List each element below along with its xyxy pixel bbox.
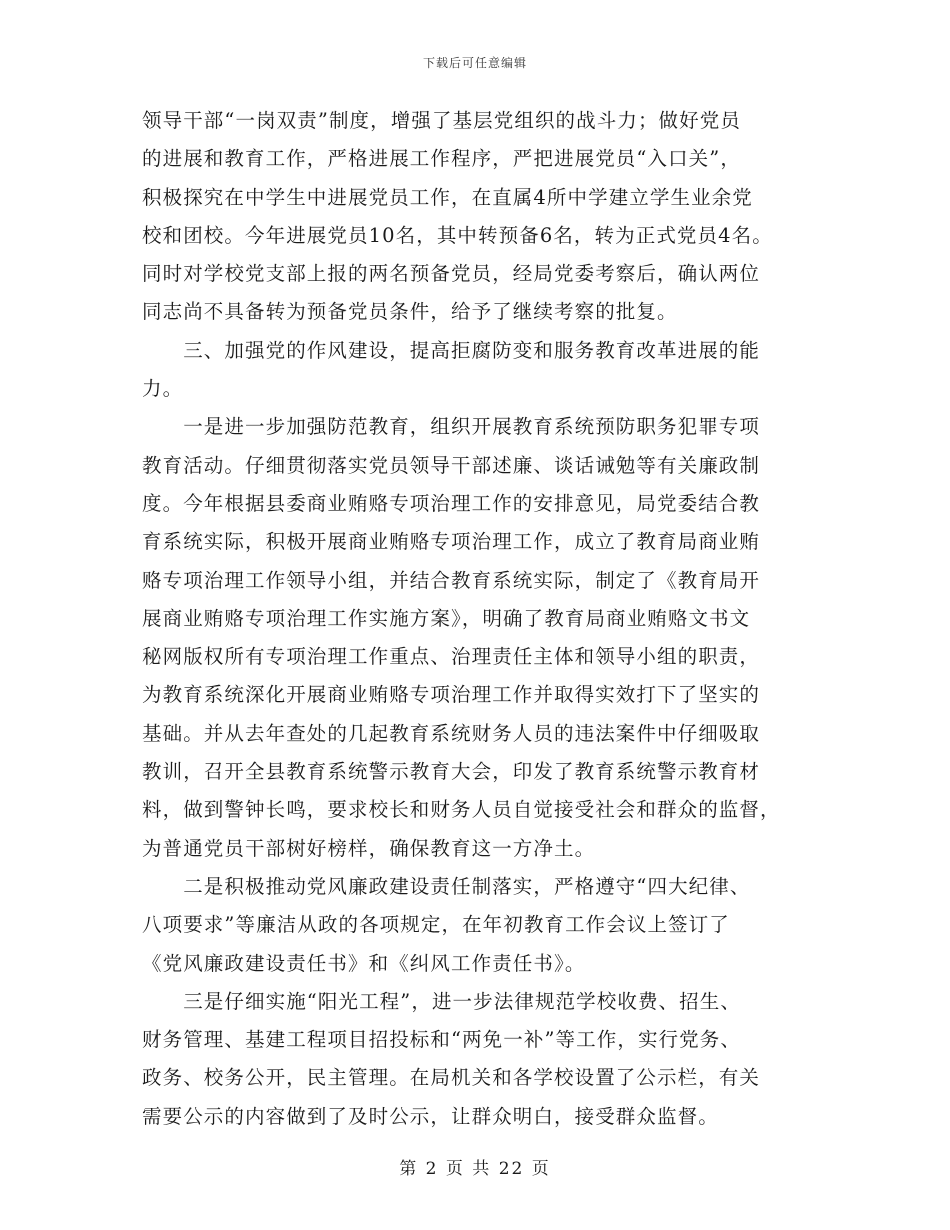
text-line: 基础。并从去年查处的几起教育系统财务人员的违法案件中仔细吸取 [142, 721, 761, 745]
text-line: 《党风廉政建设责任书》和《纠风工作责任书》。 [142, 951, 586, 975]
text-line: 需要公示的内容做到了及时公示，让群众明白，接受群众监督。 [142, 1104, 719, 1128]
text-line: 三是仔细实施“阳光工程”，进一步法律规范学校收费、招生、 [142, 989, 741, 1013]
text-line: 力。 [142, 377, 184, 401]
text-line: 领导干部“一岗双责”制度，增强了基层党组织的战斗力；做好党员 [142, 109, 741, 132]
document-body [142, 102, 810, 1136]
page-header: 下载后可任意编辑 [422, 56, 527, 70]
text-line: 为教育系统深化开展商业贿赂专项治理工作并取得实效打下了坚实的 [142, 683, 761, 707]
page-number: 第 2 页 共 22 页 [399, 1159, 551, 1179]
text-line: 展商业贿赂专项治理工作实施方案》，明确了教育局商业贿赂文书文 [142, 606, 751, 630]
text-line: 校和团校。今年进展党员10名，其中转预备6名，转为正式党员4名。 [142, 223, 773, 247]
text-line: 三、加强党的作风建设，提高拒腐防变和服务教育改革进展的能 [142, 338, 761, 362]
text-line: 秘网版权所有专项治理工作重点、治理责任主体和领导小组的职责， [142, 645, 761, 669]
text-line: 一是进一步加强防范教育，组织开展教育系统预防职务犯罪专项 [142, 415, 761, 439]
text-line: 同时对学校党支部上报的两名预备党员，经局党委考察后，确认两位 [142, 262, 761, 286]
text-line: 教育活动。仔细贯彻落实党员领导干部述廉、谈话诫勉等有关廉政制 [142, 453, 761, 477]
text-line: 二是积极推动党风廉政建设责任制落实，严格遵守“四大纪律、 [142, 874, 751, 898]
text-line: 料，做到警钟长鸣，要求校长和财务人员自觉接受社会和群众的监督， [142, 798, 781, 822]
text-line: 政务、校务公开，民主管理。在局机关和各学校设置了公示栏，有关 [142, 1066, 761, 1090]
text-line: 同志尚不具备转为预备党员条件，给予了继续考察的批复。 [142, 300, 678, 324]
text-line: 的进展和教育工作，严格进展工作程序，严把进展党员“入口关”， [142, 147, 741, 171]
text-line: 教训，召开全县教育系统警示教育大会，印发了教育系统警示教育材 [142, 760, 761, 784]
text-line: 财务管理、基建工程项目招投标和“两免一补”等工作，实行党务、 [142, 1028, 741, 1052]
text-line: 育系统实际，积极开展商业贿赂专项治理工作，成立了教育局商业贿 [142, 530, 761, 554]
text-line: 八项要求”等廉洁从政的各项规定，在年初教育工作会议上签订了 [142, 913, 730, 937]
text-line: 度。今年根据县委商业贿赂专项治理工作的安排意见，局党委结合教 [142, 491, 761, 515]
text-line: 为普通党员干部树好榜样，确保教育这一方净土。 [142, 836, 596, 860]
text-line: 积极探究在中学生中进展党员工作，在直属4所中学建立学生业余党 [142, 185, 753, 209]
text-line: 赂专项治理工作领导小组，并结合教育系统实际，制定了《教育局开 [142, 568, 761, 592]
